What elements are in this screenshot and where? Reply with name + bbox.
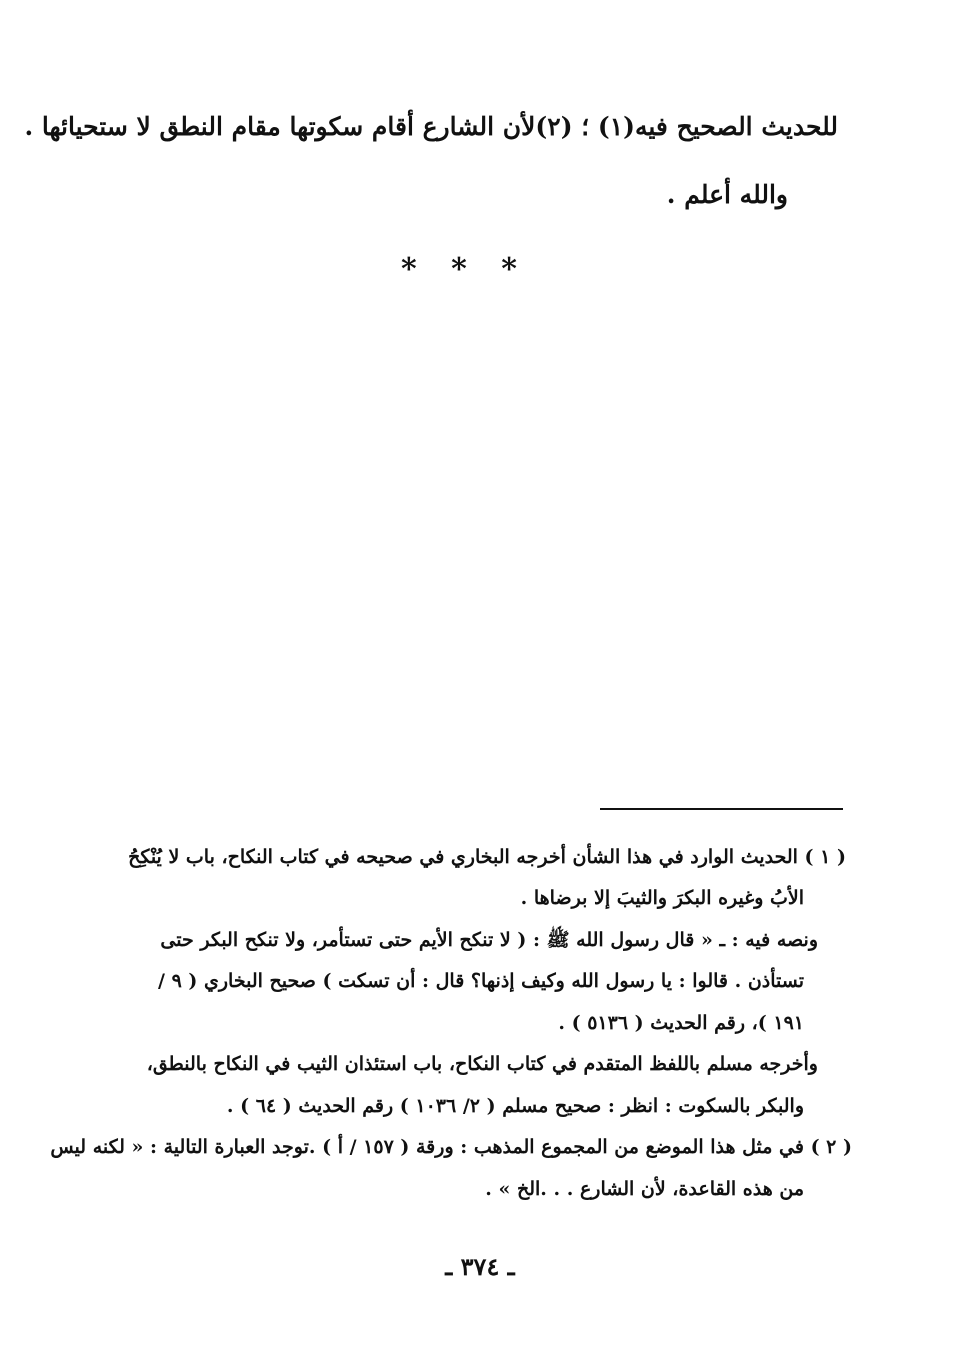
page-number: ـ ٣٧٤ ـ <box>445 1252 515 1281</box>
main-text-line-2: والله أعلم . <box>666 180 788 209</box>
footnote-1-line-6: وأخرجه مسلم باللفظ المتقدم في كتاب النكاح، باب استئذان الثيب في النكاح بالنطق، <box>146 1053 818 1075</box>
footnote-1-line-5: ١٩١ )، رقم الحديث ( ٥١٣٦ ) . <box>558 1012 804 1034</box>
footnote-divider <box>600 808 843 810</box>
main-text-line-1: للحديث الصحيح فيه(١) ؛ (٢)لأن الشارع أقام سكوتها مقام النطق لا ستحيائها . <box>24 112 838 141</box>
footnote-1-line-7: والبكر بالسكوت : انظر : صحيح مسلم ( ٢/ ١٠٣٦ ) رقم الحديث ( ٦٤ ) . <box>226 1095 804 1117</box>
section-separator: * * * <box>401 252 529 287</box>
footnote-1-line-1: ( ١ ) الحديث الوارد في هذا الشأن أخرجه البخاري في صحيحه في كتاب النكاح، باب لا يُنْكِحُ <box>128 846 846 868</box>
footnote-2-line-1: ( ٢ ) في مثل هذا الموضع من المجموع المذهب : ورقة ( ١٥٧ / أ ) .توجد العبارة التالية : « لكنه ليس <box>50 1136 852 1158</box>
footnote-2-line-2: من هذه القاعدة، لأن الشارع . . .الخ » . <box>485 1178 804 1200</box>
footnote-1-line-2: الأبُ وغيره البكرَ والثيبَ إلا برضاها . <box>520 887 804 909</box>
footnote-1-line-4: تستأذن . قالوا : يا رسول الله وكيف إذنها؟ قال : أن تسكت ) صحيح البخاري ( ٩ / <box>158 970 804 992</box>
footnote-1-line-3: ونصه فيه : ـ « قال رسول الله ﷺ : ( لا تنكح الأيم حتى تستأمر، ولا تنكح البكر حتى <box>160 929 818 951</box>
